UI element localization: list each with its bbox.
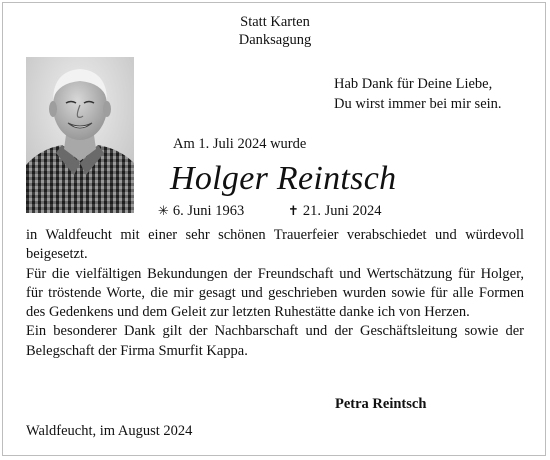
signature: Petra Reintsch bbox=[335, 396, 427, 412]
birth-date-group bbox=[158, 203, 244, 219]
death-date-group bbox=[288, 203, 381, 220]
quote bbox=[334, 74, 502, 114]
header-statt-karten: Statt Karten bbox=[240, 14, 310, 30]
header-danksagung: Danksagung bbox=[238, 32, 312, 48]
notice-header bbox=[0, 13, 550, 49]
paragraph-ceremony: in Waldfeucht mit einer sehr schönen Trauerfeier verabschiedet und würdevoll beigesetzt. bbox=[26, 227, 524, 263]
deceased-name: Holger Reintsch bbox=[170, 160, 397, 197]
place-and-date: Waldfeucht, im August 2024 bbox=[26, 423, 193, 439]
thank-you-text bbox=[26, 226, 524, 361]
intro-line: Am 1. Juli 2024 wurde bbox=[173, 136, 307, 152]
portrait-image bbox=[26, 57, 134, 213]
birth-date: 6. Juni 1963 bbox=[172, 203, 245, 219]
death-cross-icon: ✝ bbox=[288, 204, 299, 219]
quote-line-1: Hab Dank für Deine Liebe, bbox=[334, 76, 493, 92]
paragraph-special-thanks: Ein besonderer Dank gilt der Nachbarschaft und der Geschäftsleitung sowie der Belegschaft der Firma Smurfit Kappa. bbox=[26, 323, 524, 359]
paragraph-thanks: Für die vielfältigen Bekundungen der Freundschaft und Wertschätzung für Holger, für tröstende Worte, die mir gesagt und geschrieben wurden sowie für alle Formen des Gedenkens und dem Geleit zur letzten Ruhestätte danke ich von Herzen. bbox=[26, 265, 524, 321]
death-date: 21. Juni 2024 bbox=[302, 203, 382, 219]
birth-star-icon: ✳ bbox=[158, 204, 169, 219]
portrait-photo bbox=[26, 57, 134, 213]
quote-line-2: Du wirst immer bei mir sein. bbox=[334, 96, 502, 112]
life-dates bbox=[158, 203, 382, 220]
